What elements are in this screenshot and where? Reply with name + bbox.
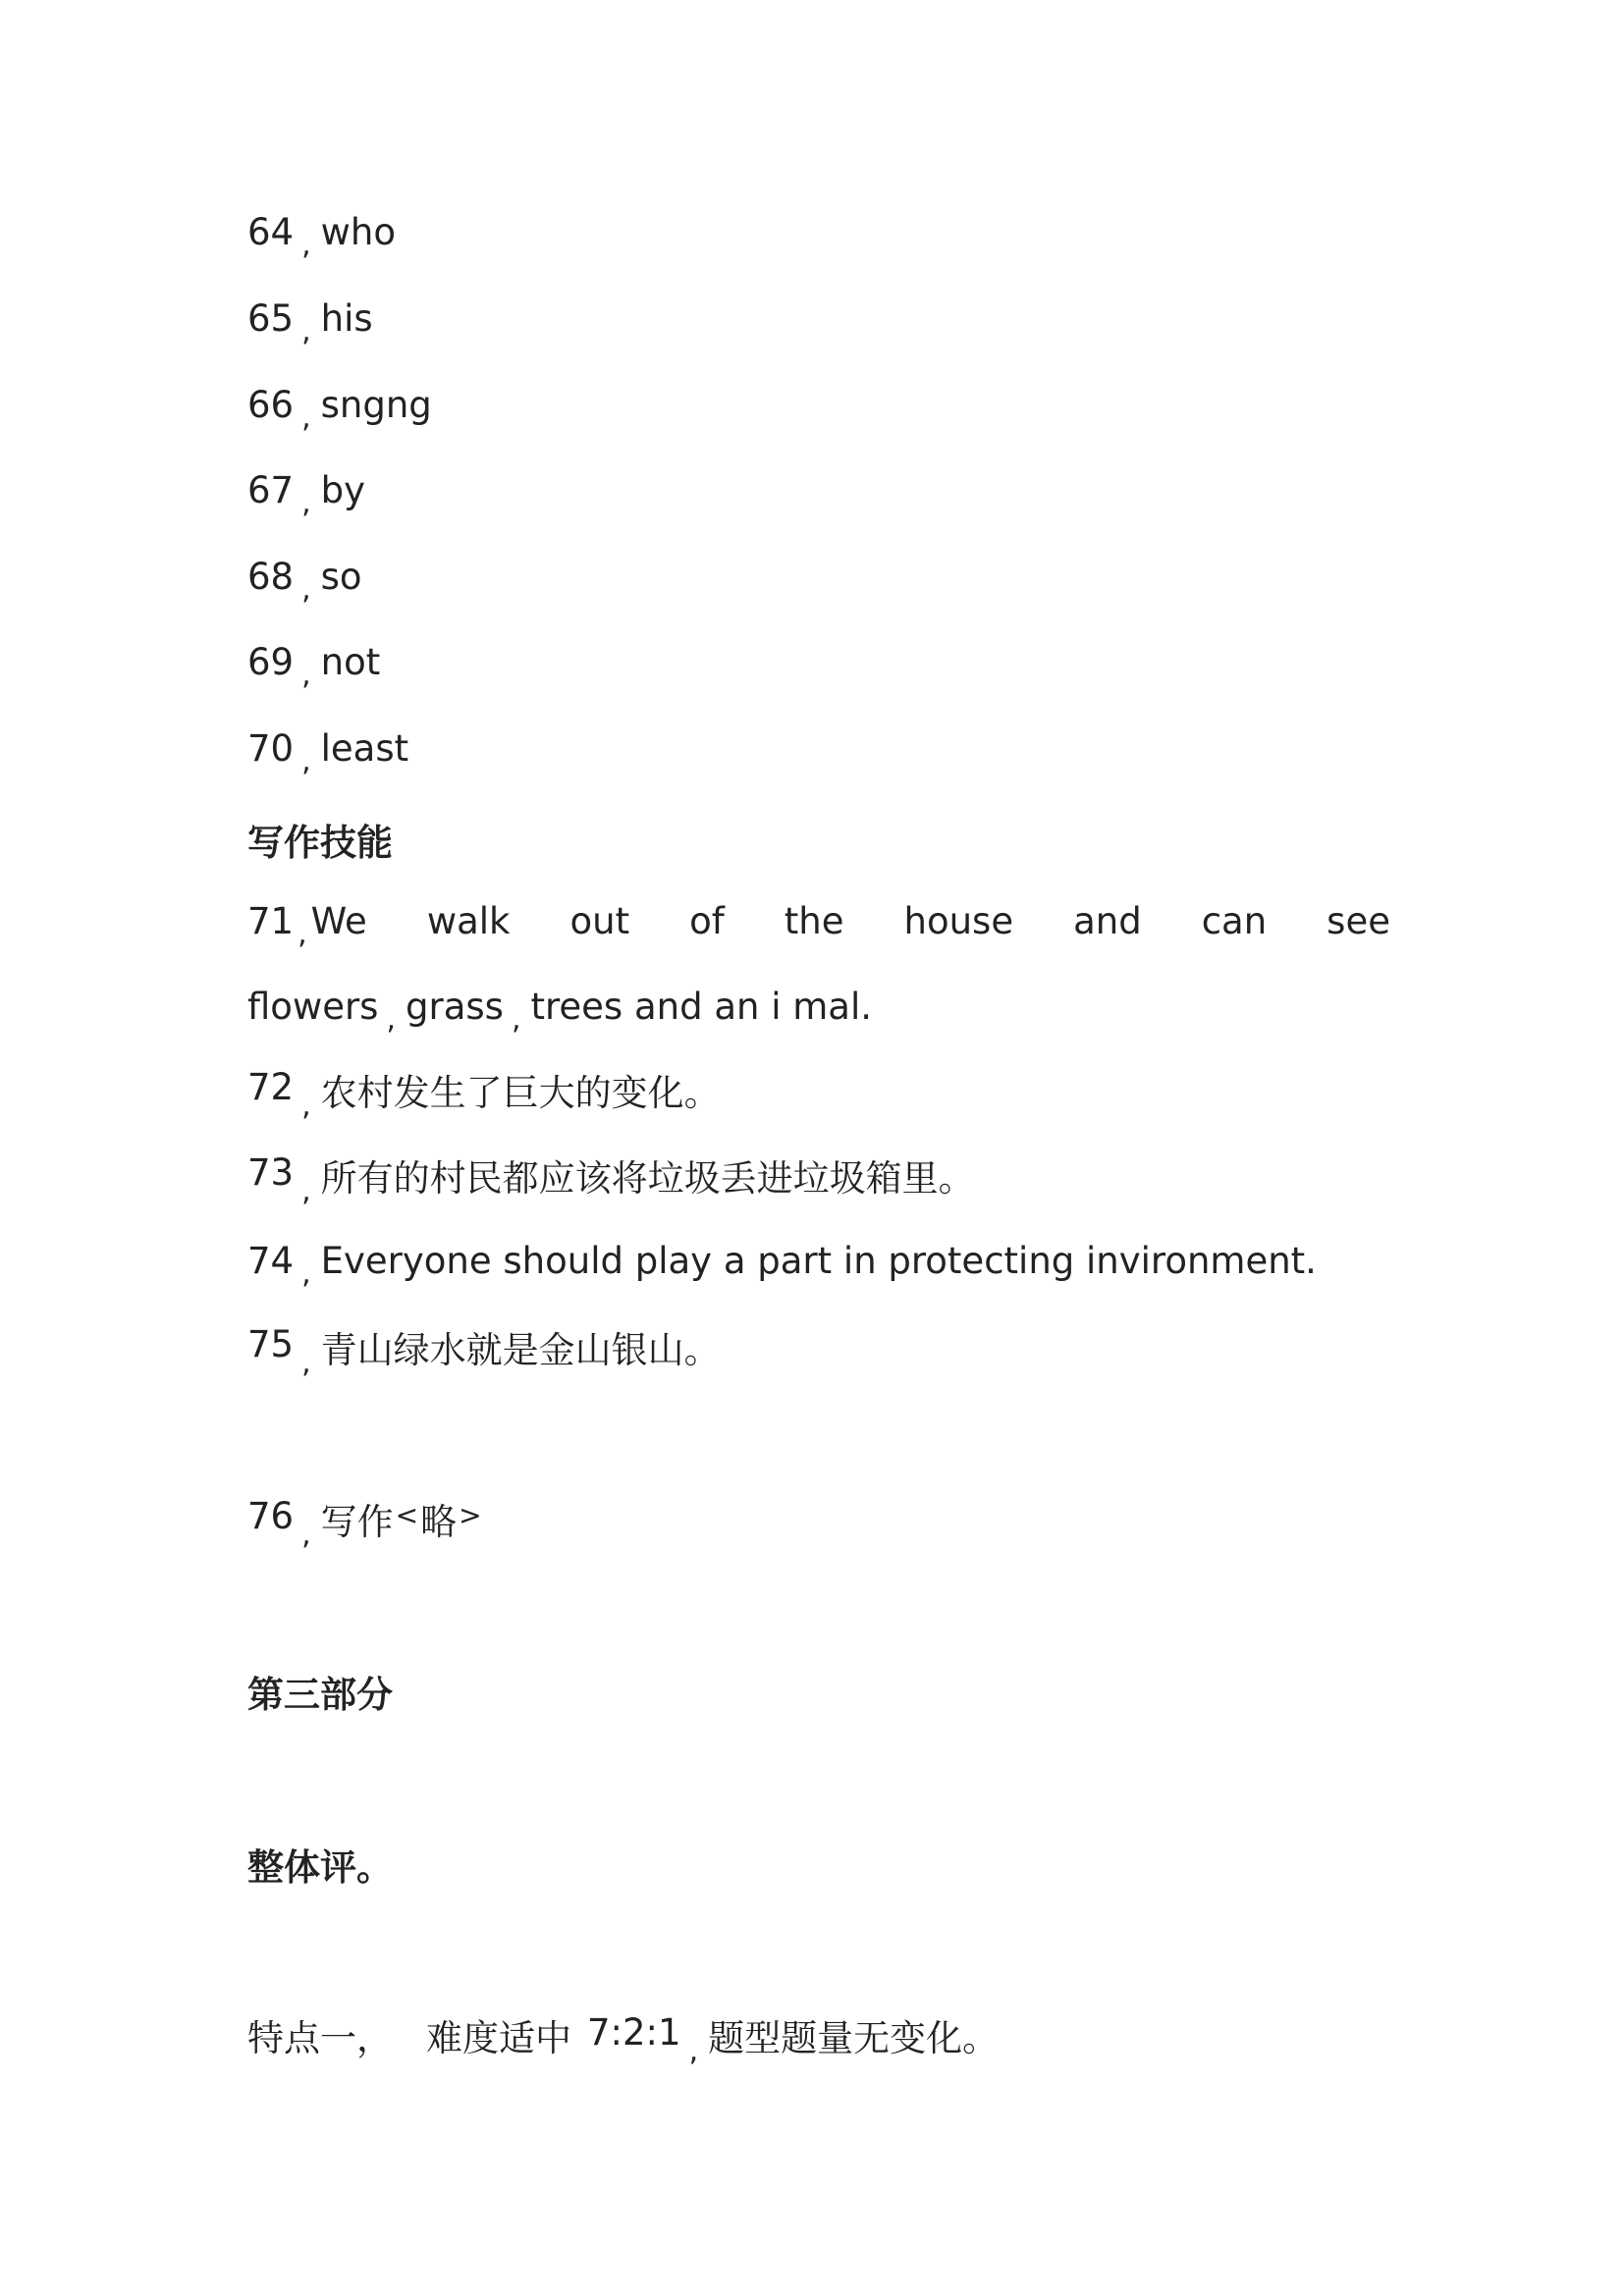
- answer-text: Everyone should play a part in protecting invironment.: [320, 1240, 1317, 1282]
- item-number: 76: [247, 1495, 295, 1537]
- answer-line-74: [247, 1240, 1317, 1291]
- word: and: [1073, 900, 1142, 942]
- answer-text: 青山绿水就是金山银山。: [320, 1329, 721, 1371]
- word: see: [1326, 900, 1390, 942]
- answer-line-72: [247, 1066, 721, 1123]
- section-heading-writing: 写作技能: [247, 822, 393, 864]
- ratio-value: 7:2:1: [587, 2011, 681, 2054]
- answer-line: [247, 641, 381, 692]
- separator: ,: [301, 1256, 311, 1291]
- feature-label: 特点一，: [247, 2017, 393, 2059]
- separator: ,: [301, 486, 311, 520]
- item-number: 75: [247, 1323, 295, 1365]
- separator: ,: [301, 658, 311, 692]
- answer-number: 65: [247, 297, 295, 340]
- answer-text: 农村发生了巨大的变化。: [320, 1072, 721, 1114]
- word: out: [569, 900, 630, 942]
- answer-line-73: [247, 1151, 975, 1208]
- separator: ,: [301, 744, 311, 778]
- answer-number: 69: [247, 641, 295, 683]
- answer-text: sngng: [320, 384, 432, 426]
- word: flowers: [247, 986, 379, 1028]
- answer-number: 64: [247, 211, 295, 253]
- section-heading-overall: 整体评。: [247, 1846, 393, 1889]
- answer-number: 67: [247, 469, 295, 511]
- separator: ,: [301, 228, 311, 262]
- answer-text: not: [320, 641, 381, 683]
- answer-line: [247, 556, 362, 607]
- answer-text: so: [320, 556, 362, 598]
- item71-line2: [247, 986, 873, 1037]
- separator: ,: [386, 1002, 397, 1037]
- separator: ,: [298, 917, 307, 951]
- answer-line: [247, 211, 396, 262]
- item71-line1: [247, 900, 1390, 951]
- answer-text: by: [320, 469, 366, 511]
- answer-number: 70: [247, 727, 295, 770]
- feature-text: 难度适中: [426, 2017, 571, 2059]
- word: trees and an i mal.: [530, 986, 873, 1028]
- answer-line-76: [247, 1495, 484, 1552]
- separator: ,: [301, 1174, 311, 1208]
- item-number: 72: [247, 1066, 295, 1108]
- answer-text: least: [320, 727, 409, 770]
- separator: ,: [301, 572, 311, 607]
- word: of: [689, 900, 725, 942]
- answer-line-75: [247, 1323, 721, 1380]
- answer-line: [247, 384, 432, 435]
- answer-text: 所有的村民都应该将垃圾丢进垃圾箱里。: [320, 1157, 975, 1200]
- separator: ,: [301, 314, 311, 348]
- item71-first-word: [247, 900, 367, 951]
- word: can: [1201, 900, 1268, 942]
- feature-line: [247, 2011, 1000, 2068]
- word: the: [784, 900, 844, 942]
- separator: ,: [688, 2034, 699, 2068]
- word: We: [310, 900, 367, 942]
- item-number: 73: [247, 1151, 295, 1194]
- answer-number: 66: [247, 384, 295, 426]
- word: house: [903, 900, 1014, 942]
- separator: ,: [511, 1002, 521, 1037]
- answer-number: 68: [247, 556, 295, 598]
- angle-bracket-open: <: [395, 1499, 419, 1531]
- separator: ,: [301, 1518, 311, 1552]
- answer-line: [247, 469, 366, 520]
- answer-text: who: [320, 211, 396, 253]
- answer-line: [247, 727, 409, 778]
- word: grass: [406, 986, 504, 1028]
- answer-line: [247, 297, 373, 348]
- answer-text: 略: [420, 1501, 458, 1543]
- separator: ,: [301, 1089, 311, 1123]
- angle-bracket-close: >: [459, 1499, 482, 1531]
- answer-text: 写作: [320, 1501, 394, 1543]
- answer-text: his: [320, 297, 373, 340]
- separator: ,: [301, 400, 311, 435]
- separator: ,: [301, 1346, 311, 1380]
- item-number: 74: [247, 1240, 295, 1282]
- item-number: 71: [247, 900, 295, 942]
- feature-text: 题型题量无变化。: [708, 2017, 1000, 2059]
- section-heading-part3: 第三部分: [247, 1674, 393, 1716]
- word: walk: [426, 900, 511, 942]
